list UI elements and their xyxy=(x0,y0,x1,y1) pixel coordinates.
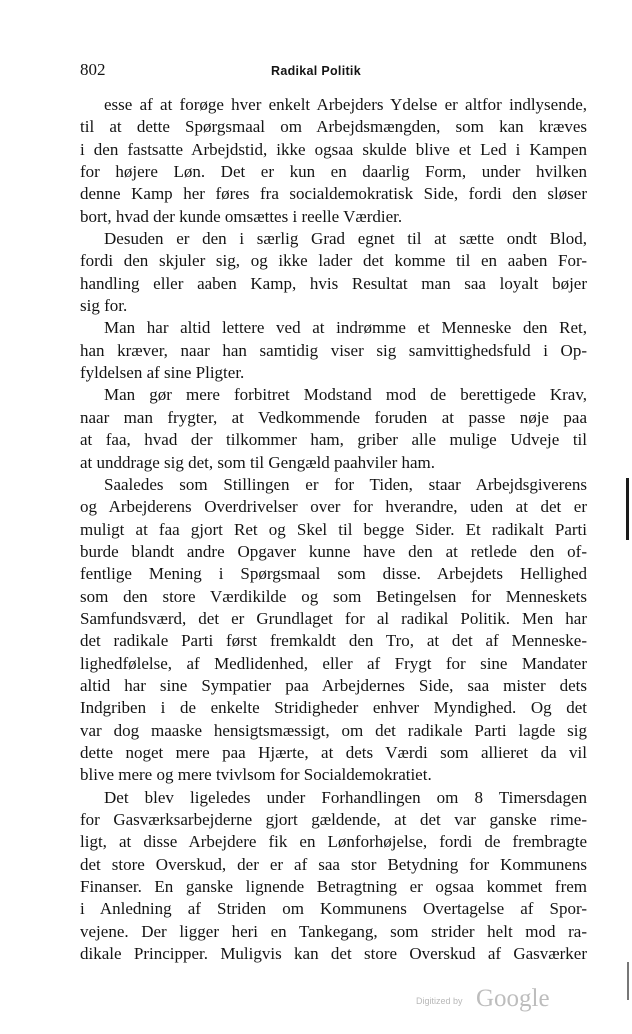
text-line: fentlige Mening i Spørgsmaal som disse. Arbejdets Hellighed xyxy=(80,564,587,584)
text-line: burde blandt andre Opgaver kunne have den at retlede den of- xyxy=(80,541,587,561)
text-line: for højere Løn. Det er kun en daarlig Form, under hvilken xyxy=(80,162,587,182)
text-line: blive mere og mere tvivlsom for Socialdemokratiet. xyxy=(80,765,432,785)
text-line: det store Overskud, der er af saa stor Betydning for Kommunens xyxy=(80,854,587,874)
paragraph xyxy=(80,317,587,384)
text-line: at unddrage sig det, som til Gengæld paahviler ham. xyxy=(80,452,436,472)
text-line: Man gør mere forbitret Modstand mod de berettigede Krav, xyxy=(104,385,587,405)
paragraph xyxy=(80,94,587,228)
text-line: esse af at forøge hver enkelt Arbejders Ydelse er altfor indlysende, xyxy=(104,95,587,114)
text-line: som den store Værdikilde og som Betingelsen for Menneskets xyxy=(80,586,587,606)
text-line: Saaledes som Stillingen er for Tiden, staar Arbejdsgiverens xyxy=(104,474,587,494)
text-line: Finanser. En ganske lignende Betragtning er ogsaa kommet frem xyxy=(80,877,587,897)
text-line: Desuden er den i særlig Grad egnet til at sætte ondt Blod, xyxy=(104,229,587,249)
text-line: Indgriben i de enkelte Stridigheder enhver Myndighed. Og det xyxy=(80,698,587,718)
text-line: sig for. xyxy=(80,296,128,316)
text-line: fyldelsen af sine Pligter. xyxy=(80,363,245,383)
text-line: denne Kamp her føres fra socialdemokratisk Side, fordi den sløser xyxy=(80,184,587,204)
text-line: lighedfølelse, af Medlidenhed, eller af Frygt for sine Mandater xyxy=(80,653,587,673)
text-line: Det blev ligeledes under Forhandlingen om 8 Timersdagen xyxy=(104,787,587,807)
paragraph xyxy=(80,228,587,317)
google-logo: Google xyxy=(476,985,550,1012)
text-line: i den fastsatte Arbejdstid, ikke ogsaa skulde blive et Led i Kampen xyxy=(80,139,587,159)
text-line: fordi den skjuler sig, og ikke lader det komme til en aaben For- xyxy=(80,251,587,271)
paragraph xyxy=(80,787,587,966)
running-title: Radikal Politik xyxy=(271,64,361,78)
text-line: det radikale Parti først fremkaldt den Tro, at det af Menneske- xyxy=(80,631,587,651)
scan-edge-mark xyxy=(626,478,629,540)
page-number: 802 xyxy=(80,60,106,79)
text-line: muligt at faa gjort Ret og Skel til begge Sider. Et radikalt Parti xyxy=(80,519,587,539)
text-line: vejene. Der ligger heri en Tankegang, som strider helt mod ra- xyxy=(80,921,587,941)
scan-edge-mark-lower xyxy=(627,962,629,1000)
paragraph xyxy=(80,474,587,787)
text-line: handling eller aaben Kamp, hvis Resultat man saa loyalt bøjer xyxy=(80,273,587,293)
digitized-by-label: Digitized by xyxy=(416,996,463,1006)
text-line: Man har altid lettere ved at indrømme et Menneske den Ret, xyxy=(104,318,587,338)
text-line: for Gasværksarbejderne gjort gældende, at det var ganske rime- xyxy=(80,810,587,829)
text-line: at faa, hvad der tilkommer ham, griber alle mulige Udveje til xyxy=(80,430,587,450)
text-line: han kræver, naar han samtidig viser sig samvittighedsfuld i Op- xyxy=(80,340,587,360)
text-line: ligt, at disse Arbejdere fik en Lønforhøjelse, fordi de frembragte xyxy=(80,832,587,852)
text-line: dette noget mere paa Hjærte, at dets Værdi som allieret da vil xyxy=(80,742,587,762)
text-line: dikale Principper. Muligvis kan det store Overskud af Gasværker xyxy=(80,944,587,964)
paragraph xyxy=(80,384,587,473)
text-line: og Arbejderens Overdrivelser over for hverandre, uden at det er xyxy=(80,497,587,517)
text-line: Samfundsværd, det er Grundlaget for al radikal Politik. Men har xyxy=(80,608,587,628)
text-line: i Anledning af Striden om Kommunens Overtagelse af Spor- xyxy=(80,899,587,919)
body-text xyxy=(80,94,587,965)
text-line: bort, hvad der kunde omsættes i reelle Værdier. xyxy=(80,206,403,226)
text-line: til at dette Spørgsmaal om Arbejdsmængden, som kan kræves xyxy=(80,117,587,137)
text-line: altid har sine Sympatier paa Arbejdernes Side, saa mister dets xyxy=(80,675,587,695)
text-line: var dog maaske hensigtsmæssigt, om det radikale Parti lagde sig xyxy=(80,720,587,740)
text-line: naar man frygter, at Vedkommende foruden at passe nøje paa xyxy=(80,407,587,427)
